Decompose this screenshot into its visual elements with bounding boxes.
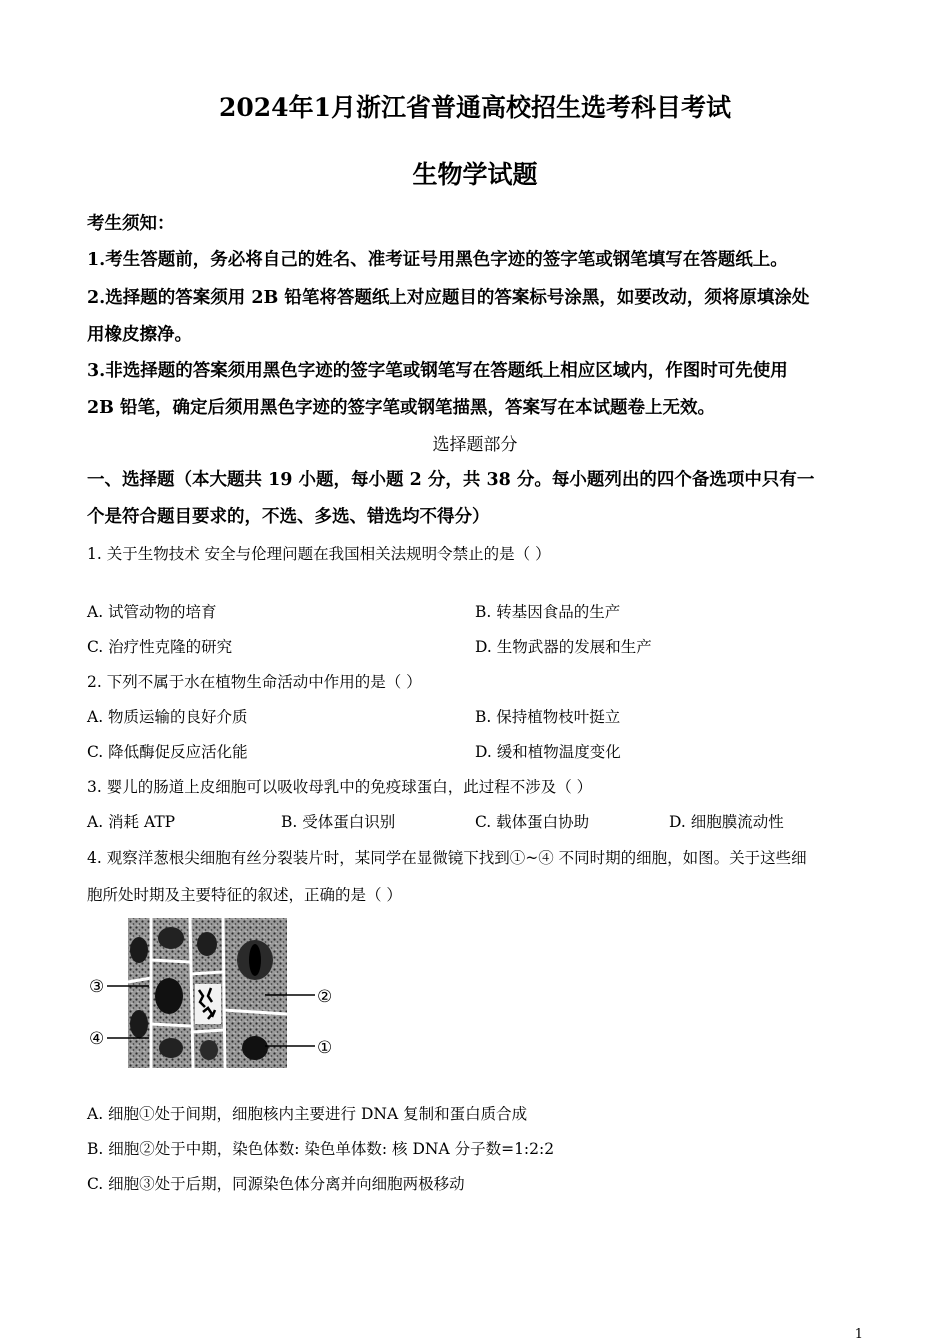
- cell-nucleus: [158, 927, 184, 949]
- cell-4-nucleus: [155, 978, 183, 1014]
- q3-stem: 3. 婴儿的肠道上皮细胞可以吸收母乳中的免疫球蛋白，此过程不涉及（ ）: [87, 778, 593, 796]
- notice-item-2-cont: 用橡皮擦净。: [87, 325, 192, 345]
- cell-2-metaphase-plate: [249, 944, 261, 976]
- onion-root-tip-micrograph: [87, 914, 347, 1072]
- page-number: 1: [854, 1327, 863, 1342]
- q3-option-a: A. 消耗 ATP: [87, 813, 176, 831]
- q1-option-c: C. 治疗性克隆的研究: [87, 638, 233, 656]
- q4-option-a: A. 细胞①处于间期，细胞核内主要进行 DNA 复制和蛋白质合成: [87, 1105, 528, 1123]
- q3-option-d: D. 细胞膜流动性: [669, 813, 784, 831]
- q4-stem-line2: 胞所处时期及主要特征的叙述，正确的是（ ）: [87, 886, 402, 904]
- q4-option-c: C. 细胞③处于后期，同源染色体分离并向细胞两极移动: [87, 1175, 465, 1193]
- section-intro-line2: 个是符合题目要求的，不选、多选、错选均不得分）: [87, 507, 490, 527]
- section-intro-line1: 一、选择题（本大题共 19 小题，每小题 2 分，共 38 分。每小题列出的四个备选项中只有一: [87, 470, 815, 490]
- q2-option-a: A. 物质运输的良好介质: [87, 708, 248, 726]
- exam-title: 2024年1月浙江省普通高校招生选考科目考试: [219, 93, 731, 122]
- figure-label-4: ④: [89, 1029, 105, 1049]
- q3-option-b: B. 受体蛋白识别: [281, 813, 396, 831]
- q2-option-d: D. 缓和植物温度变化: [475, 743, 621, 761]
- notice-heading: 考生须知：: [87, 214, 175, 234]
- section-title: 选择题部分: [432, 435, 518, 455]
- q2-option-b: B. 保持植物枝叶挺立: [475, 708, 621, 726]
- q2-option-c: C. 降低酶促反应活化能: [87, 743, 248, 761]
- q4-stem-line1: 4. 观察洋葱根尖细胞有丝分裂装片时，某同学在显微镜下找到①~④ 不同时期的细胞，如图。关于这些细: [87, 849, 807, 867]
- figure-label-3: ③: [89, 977, 105, 997]
- q3-option-c: C. 载体蛋白协助: [475, 813, 590, 831]
- figure-label-2: ②: [317, 987, 333, 1007]
- exam-subtitle: 生物学试题: [412, 160, 538, 189]
- notice-item-3: 3.非选择题的答案须用黑色字迹的签字笔或钢笔写在答题纸上相应区域内，作图时可先使用: [87, 361, 788, 381]
- notice-item-3-cont: 2B 铅笔，确定后须用黑色字迹的签字笔或钢笔描黑，答案写在本试题卷上无效。: [87, 398, 716, 418]
- cell-nucleus: [197, 932, 217, 956]
- q1-option-a: A. 试管动物的培育: [87, 603, 217, 621]
- notice-item-1: 1.考生答题前，务必将自己的姓名、准考证号用黑色字迹的签字笔或钢笔填写在答题纸上。: [87, 250, 788, 270]
- cell-nucleus: [130, 937, 148, 963]
- figure-label-1: ①: [317, 1038, 333, 1058]
- q4-option-b: B. 细胞②处于中期，染色体数: 染色单体数: 核 DNA 分子数=1:2:2: [87, 1140, 555, 1158]
- q1-stem: 1. 关于生物技术 安全与伦理问题在我国相关法规明令禁止的是（ ）: [87, 545, 551, 563]
- q1-option-d: D. 生物武器的发展和生产: [475, 638, 652, 656]
- cell-nucleus: [200, 1040, 218, 1060]
- q1-option-b: B. 转基因食品的生产: [475, 603, 621, 621]
- notice-item-2: 2.选择题的答案须用 2B 铅笔将答题纸上对应题目的答案标号涂黑，如要改动，须将原填涂处: [87, 288, 810, 308]
- q2-stem: 2. 下列不属于水在植物生命活动中作用的是（ ）: [87, 673, 422, 691]
- cell-1-nucleus: [242, 1036, 268, 1060]
- cell-nucleus: [159, 1038, 183, 1058]
- cell-nucleus: [130, 1010, 148, 1038]
